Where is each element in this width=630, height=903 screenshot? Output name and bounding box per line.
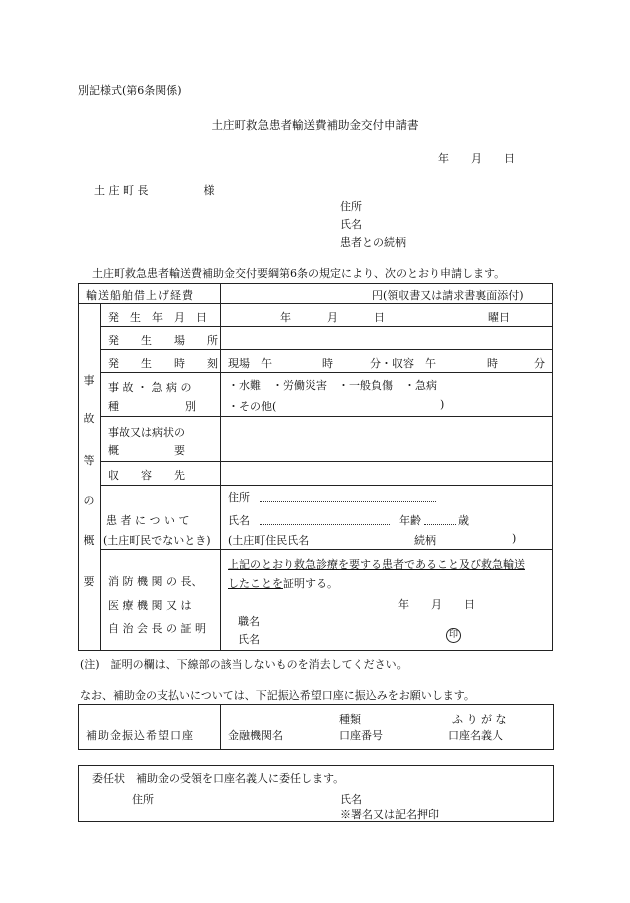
side-char: 等: [83, 454, 95, 467]
side-char: 概: [83, 534, 95, 547]
date-day: 日: [374, 311, 385, 324]
kind-label-1: 事 故 ・ 急 病 の: [108, 381, 192, 394]
patient-age-unit: 歳: [458, 514, 469, 527]
patient-resident-label: (土庄町住民氏名: [228, 534, 310, 547]
bank-furigana-label: ふ り が な: [452, 713, 507, 726]
delegation-name-label: 氏名: [340, 793, 362, 806]
bank-label: 補助金振込希望口座: [86, 729, 194, 742]
summary-label-2: 概 要: [108, 444, 185, 457]
kind-label-2: 種 別: [108, 400, 196, 413]
applicant-name-label: 氏名: [340, 218, 362, 231]
form-reference: 別記様式(第6条関係): [78, 84, 182, 97]
date-month: 月: [327, 311, 338, 324]
kind-options-1: ・水難 ・労働災害 ・一般負傷 ・急病: [228, 379, 437, 392]
side-char: の: [83, 494, 95, 507]
delegation-address-label: 住所: [132, 793, 154, 806]
bank-institution-label: 金融機関名: [228, 729, 283, 742]
cost-value: 円(領収書又は請求書裏面添付): [372, 289, 524, 302]
side-char: 要: [83, 575, 95, 588]
addressee: 土 庄 町 長 様: [94, 184, 215, 197]
intro-text: 土庄町救急患者輸送費補助金交付要綱第6条の規定により、次のとおり申請します。: [92, 267, 506, 280]
patient-close: ): [512, 532, 517, 545]
date-year: 年: [280, 311, 291, 324]
cert-text-2-wrap: [228, 575, 338, 591]
side-char: 事: [83, 374, 95, 387]
patient-label-2: (土庄町民でないとき): [103, 534, 211, 547]
summary-label-1: 事故又は病状の: [108, 426, 185, 439]
cert-label-3: 自 治 会 長 の 証 明: [108, 622, 206, 635]
time-min-store: 分・収容 午: [370, 357, 436, 370]
patient-name-label: 氏名: [228, 514, 250, 527]
bank-type-label: 種類: [339, 713, 361, 726]
cert-label-1: 消 防 機 関 の 長、: [108, 575, 203, 588]
patient-relation-label: 続柄: [414, 534, 436, 547]
cert-text-1: 上記のとおり救急診療を要する患者であること及び救急輸送: [228, 558, 525, 571]
cost-label: 輸送船舶借上げ経費: [86, 289, 194, 302]
bank-account-number-label: 口座番号: [339, 729, 383, 742]
cert-label-2: 医 療 機 関 又 は: [108, 599, 192, 612]
payment-intro: なお、補助金の支払いについては、下記振込希望口座に振込みをお願いします。: [80, 689, 475, 702]
occurrence-place-label: 発 生 場 所: [108, 334, 218, 347]
applicant-relation-label: 患者との続柄: [340, 236, 406, 249]
occurrence-date-label: 発 生 年 月 日: [108, 311, 207, 324]
cert-name-label: 氏名: [238, 633, 260, 646]
delegation-sign-note: ※署名又は記名押印: [340, 808, 439, 821]
facility-label: 収 容 先: [108, 469, 185, 482]
cert-title-label: 職名: [238, 615, 260, 628]
kind-options-2-close: ): [440, 398, 445, 411]
application-date: 年 月 日: [438, 152, 515, 165]
cert-text-2b: 証明する。: [283, 577, 338, 590]
applicant-address-label: 住所: [340, 200, 362, 213]
bank-holder-label: 口座名義人: [448, 729, 503, 742]
seal-icon: 印: [446, 628, 461, 643]
patient-label-1: 患 者 に つ い て: [106, 514, 190, 527]
time-hour-1: 時: [322, 357, 333, 370]
side-char: 故: [83, 412, 95, 425]
date-weekday: 曜日: [488, 311, 510, 324]
cert-date: 年 月 日: [398, 598, 475, 611]
occurrence-time-label: 発 生 時 刻: [108, 357, 218, 370]
patient-age-label: 年齢: [399, 514, 421, 527]
patient-address-label: 住所: [228, 491, 250, 504]
kind-options-2: ・その他(: [228, 400, 277, 413]
page-title: 土庄町救急患者輸送費補助金交付申請書: [211, 118, 419, 132]
cert-text-2: したことを: [228, 577, 283, 590]
time-min-2: 分: [534, 357, 545, 370]
delegation-title: 委任状 補助金の受領を口座名義人に委任します。: [92, 772, 345, 785]
time-hour-2: 時: [487, 357, 498, 370]
note-text: (注) 証明の欄は、下線部の該当しないものを消去してください。: [80, 658, 408, 671]
time-site: 現場 午: [228, 357, 272, 370]
